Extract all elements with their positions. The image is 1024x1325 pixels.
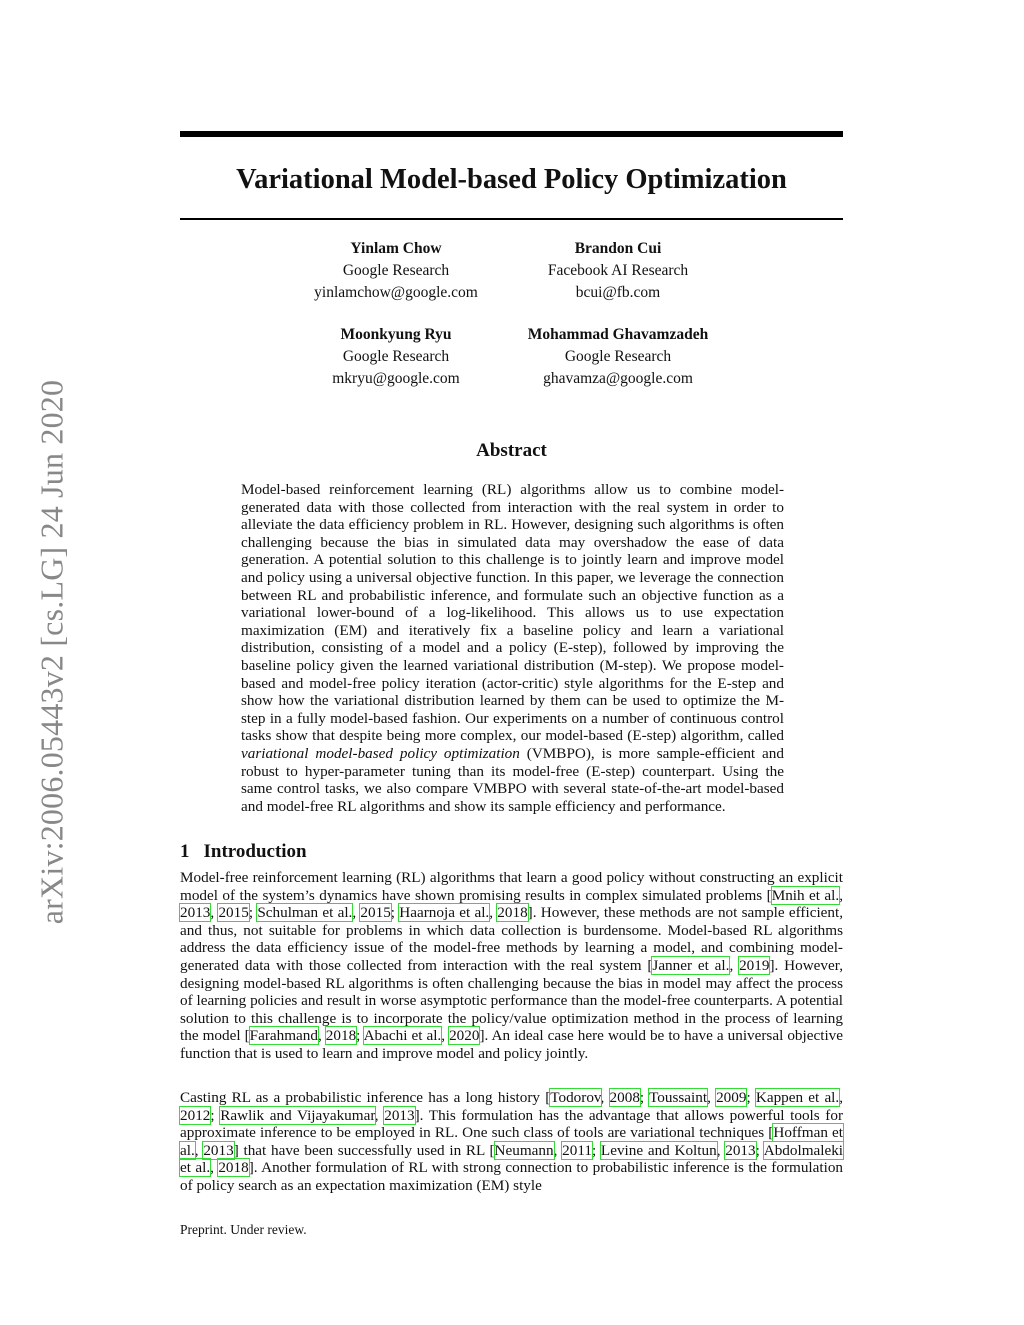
paragraph-text: ]. However, designing model-based RL algorithms is often challenging because the bias in model may affect the process of learning policies and result in worse asymptotic performance than the model-free counterparts. A potential solution to this challenge is to incorporate the policy/value optimization method in the process of learning the model [ (180, 956, 843, 1045)
citation-link[interactable]: 2011 (562, 1141, 592, 1159)
citation-link[interactable]: Schulman et al. (257, 904, 353, 922)
citation-link[interactable]: 2015 (218, 904, 249, 922)
section-title: Introduction (203, 841, 307, 862)
citation-separator: , (374, 1106, 385, 1124)
citation-link[interactable]: Abdolmaleki et al. (180, 1141, 844, 1177)
author-email[interactable]: ghavamza@google.com (543, 370, 693, 387)
citation-separator: ; (639, 1089, 650, 1106)
citation-separator: , (716, 1141, 726, 1159)
citation-link[interactable]: 2018 (218, 1159, 249, 1177)
citation-link[interactable]: 2013 (725, 1141, 756, 1159)
paragraph-text: ] that have been successfully used in RL [ (233, 1141, 495, 1159)
citation-link[interactable]: 2013 (203, 1141, 234, 1159)
citation-link[interactable]: Abachi et al. (363, 1027, 442, 1045)
citation-link[interactable]: Levine and Koltun (600, 1141, 717, 1159)
citation-separator: , (600, 1089, 610, 1106)
paragraph-text: ]. An ideal case here would be to have a universal objective function that is used to learn and improve model and policy jointly. (180, 1027, 843, 1062)
author-email[interactable]: yinlamchow@google.com (314, 284, 478, 301)
paragraph-text: ]. This formulation has the advantage that allows powerful tools for approximate inference to be employed in RL. One such class of tools are variational techniques [ (180, 1106, 844, 1142)
citation-separator: ; (210, 1106, 221, 1124)
arxiv-identifier[interactable]: arXiv:2006.05443v2 [cs.LG] 24 Jun 2020 (33, 379, 70, 925)
citation-link[interactable]: 2015 (360, 904, 391, 922)
citation-link[interactable]: 2008 (609, 1089, 640, 1106)
citation-link[interactable]: 2012 (180, 1106, 211, 1124)
abstract-text: Model-based reinforcement learning (RL) algorithms allow us to combine model-generated data with those collected from interaction with the real system in order to alleviate the data efficiency problem in RL. However, designing such algorithms is often challenging because the bias in simulated data may overshadow the ease of data generation. A potential solution to this challenge is to jointly learn and improve model and policy using a universal objective function. In this paper, we leverage the connection between RL and probabilistic inference, and formulate such an objective function as a variational lower-bound of a log-likelihood. This allows us to use expectation maximization (EM) and iteratively fix a baseline policy and learn a variational distribution, consisting of a model and a policy (E-step), followed by improving the baseline policy given the learned variational distribution (M-step). We propose model-based and model-free policy iteration (actor-critic) style algorithms for the E-step and show how the variational distribution learned by them can be used to optimize the M-step in a fully model-based fashion. Our experiments on a number of continuous control tasks show that despite being more complex, our model-based (E-step) algorithm, called (241, 481, 784, 745)
citation-separator: , (317, 1027, 326, 1045)
citation-link[interactable]: Kappen et al. (755, 1089, 840, 1106)
footer-note: Preprint. Under review. (180, 1222, 307, 1237)
paragraph-text: ]. Another formulation of RL with strong connection to probabilistic inference is the formulation of policy search as an expectation maximization (EM) style (180, 1159, 844, 1194)
author-affiliation: Facebook AI Research (547, 262, 689, 279)
abstract-body (241, 481, 784, 815)
citation-separator: , (489, 904, 498, 922)
title-rule-top (180, 131, 843, 137)
citation-separator: , (352, 904, 361, 922)
citation-link[interactable]: 2013 (180, 904, 211, 922)
author-affiliation: Google Research (564, 348, 672, 365)
author-block (266, 324, 526, 390)
intro-paragraph-1 (180, 869, 843, 1063)
author-affiliation: Google Research (342, 262, 450, 279)
author-name: Mohammad Ghavamzadeh (527, 326, 709, 343)
citation-separator: , (194, 1141, 204, 1159)
citation-link[interactable]: 2019 (739, 956, 770, 974)
abstract-heading: Abstract (476, 440, 547, 461)
author-name: Yinlam Chow (350, 240, 442, 257)
citation-link[interactable]: Neumann (494, 1141, 554, 1159)
section-heading (180, 841, 307, 863)
citation-separator: , (707, 1089, 717, 1106)
citation-separator: , (839, 1089, 843, 1106)
intro-paragraph-2 (180, 1089, 843, 1195)
citation-link[interactable]: Toussaint (649, 1089, 708, 1106)
citation-separator: , (729, 956, 740, 974)
section-number: 1 (180, 841, 190, 862)
paragraph-text: ]. However, these methods are not sample efficient, and thus, not suitable for problems in which data collection is burdensome. Model-based RL algorithms address the data efficiency issue of the model-free methods by learning a model, and combining model-generated data with those collected from interaction with the real system [ (180, 904, 844, 974)
citation-link[interactable]: Mnih et al. (771, 886, 840, 904)
author-email[interactable]: mkryu@google.com (332, 370, 460, 387)
author-block (266, 238, 526, 304)
citation-separator: ; (248, 904, 258, 922)
citation-link[interactable]: Haarnoja et al. (399, 904, 490, 922)
citation-separator: ; (390, 904, 400, 922)
author-block (488, 324, 748, 390)
citation-separator: , (839, 886, 843, 904)
citation-separator: , (210, 1159, 219, 1177)
author-name: Moonkyung Ryu (340, 326, 452, 343)
citation-link[interactable]: 2018 (325, 1027, 357, 1045)
author-email[interactable]: bcui@fb.com (575, 284, 661, 301)
citation-link[interactable]: 2013 (384, 1106, 415, 1124)
citation-separator: , (553, 1141, 563, 1159)
paragraph-text: Model-free reinforcement learning (RL) algorithms that learn a good policy without constructing an explicit model of the system’s dynamics have shown promising results in complex simulated problems [ (180, 869, 843, 904)
citation-link[interactable]: 2018 (497, 904, 528, 922)
citation-link[interactable]: Todorov (550, 1089, 601, 1106)
author-affiliation: Google Research (342, 348, 450, 365)
paper-title: Variational Model-based Policy Optimization (236, 164, 787, 195)
citation-separator: , (441, 1027, 450, 1045)
paragraph-text: Casting RL as a probabilistic inference has a long history [ (180, 1089, 551, 1106)
title-rule-bottom (180, 218, 843, 220)
citation-separator: , (210, 904, 219, 922)
abstract-method-name: variational model-based policy optimization (241, 744, 520, 762)
author-block (488, 238, 748, 304)
abstract-text: (VMBPO), is more sample-efficient and robust to hyper-parameter tuning than its model-free (E-step) counterpart. Using the same control tasks, we also compare VMBPO with several state-of-the-art model-based and model-free RL algorithms and show its sample efficiency and performance. (241, 744, 784, 815)
citation-separator: ; (755, 1141, 764, 1159)
citation-link[interactable]: Hoffman et al. (180, 1124, 843, 1159)
citation-link[interactable]: Rawlik and Vijayakumar (220, 1106, 375, 1124)
citation-link[interactable]: 2009 (716, 1089, 747, 1106)
citation-link[interactable]: Janner et al. (652, 956, 730, 974)
citation-link[interactable]: Farahmand (249, 1027, 318, 1045)
citation-separator: ; (746, 1089, 756, 1106)
citation-separator: ; (356, 1027, 364, 1045)
citation-separator: ; (591, 1141, 601, 1159)
author-name: Brandon Cui (574, 240, 662, 257)
citation-link[interactable]: 2020 (449, 1027, 480, 1045)
